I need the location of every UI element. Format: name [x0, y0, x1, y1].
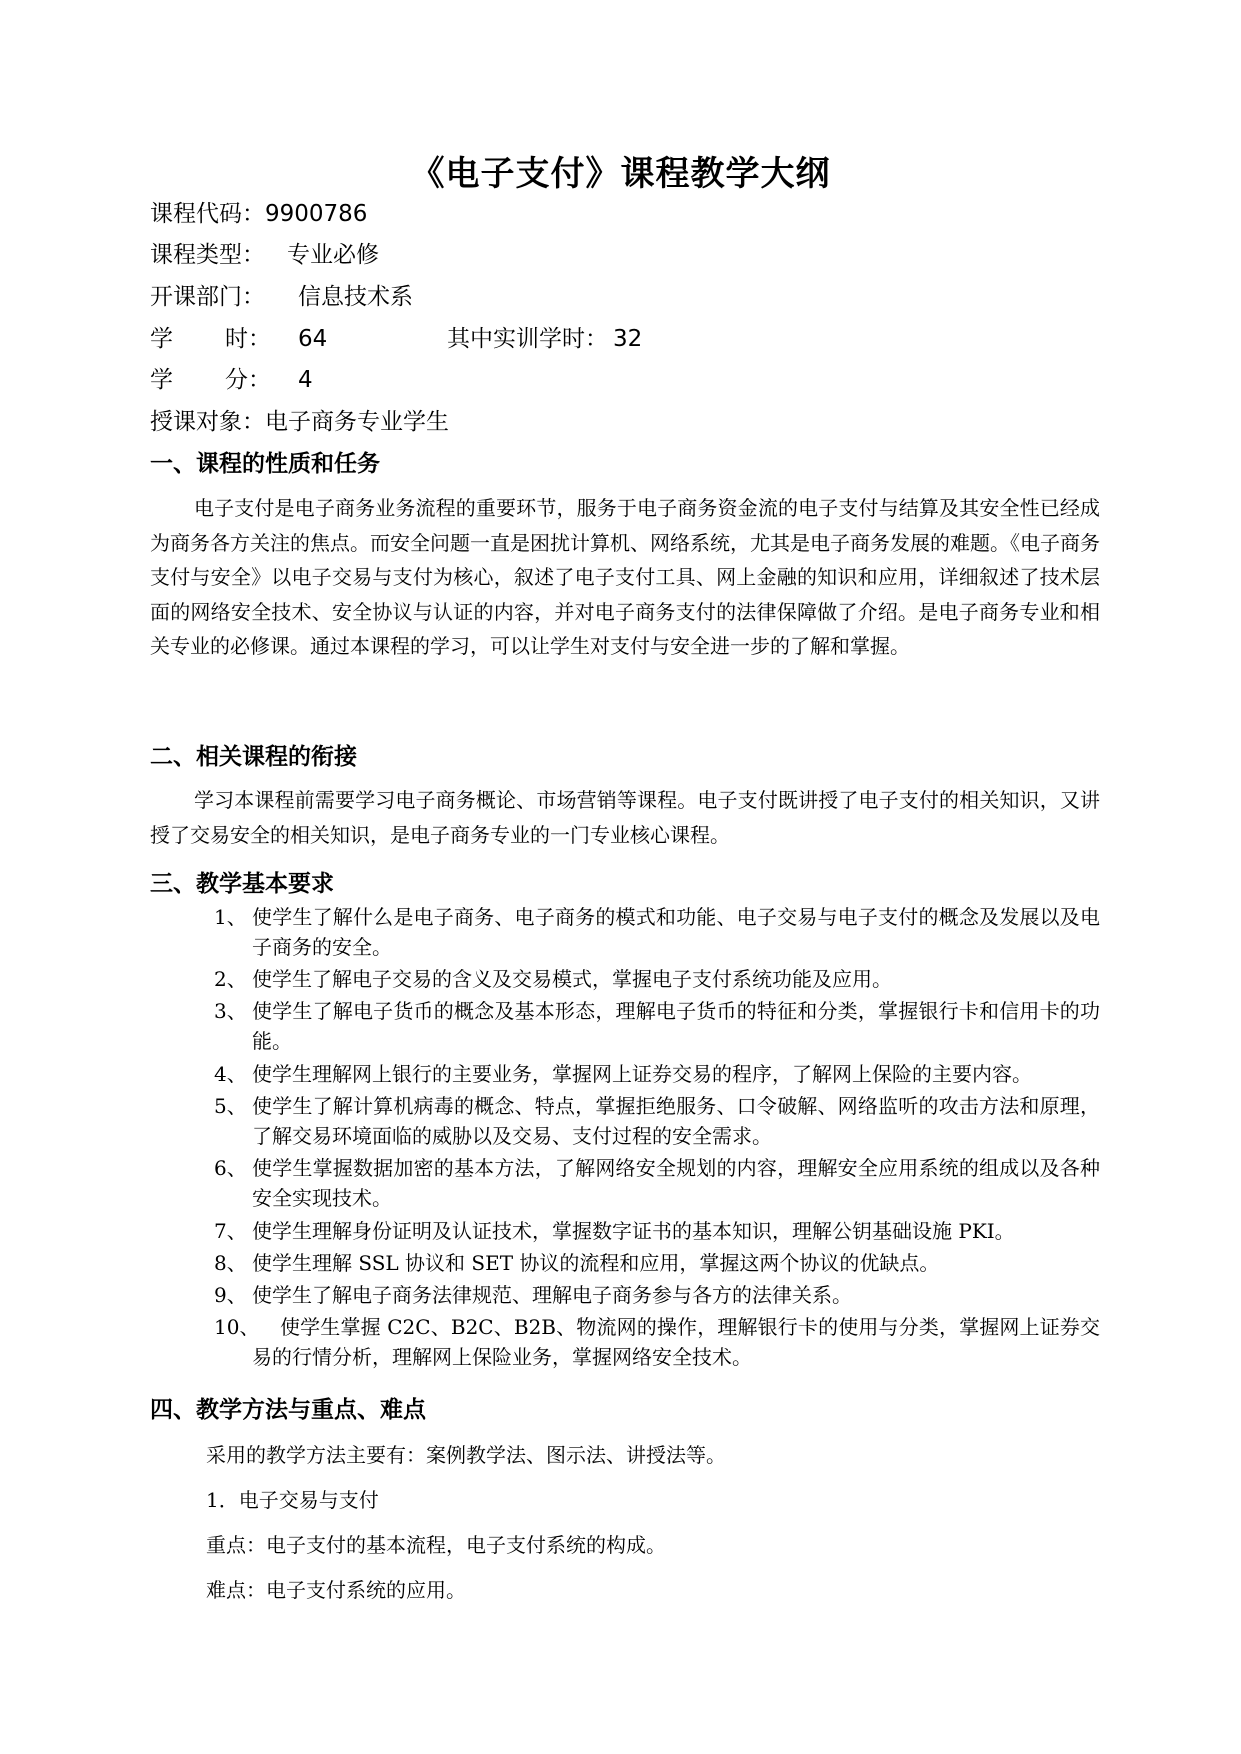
- course-credits-label-b: 分：: [225, 367, 271, 393]
- course-practice-label: 其中实训学时：: [447, 326, 608, 352]
- list-item-number: 1、: [214, 905, 247, 929]
- list-item-number: 5、: [214, 1094, 247, 1118]
- list-item: [214, 1248, 1100, 1280]
- course-dept-value: 信息技术系: [298, 284, 413, 310]
- list-item-number: 9、: [214, 1283, 247, 1307]
- list-item-number: 2、: [214, 967, 247, 991]
- key-points-text: 重点：电子支付的基本流程，电子支付系统的构成。: [206, 1533, 666, 1557]
- list-item-text: 使学生了解电子交易的含义及交易模式，掌握电子支付系统功能及应用。: [252, 967, 892, 991]
- list-item-text: 使学生理解网上银行的主要业务，掌握网上证券交易的程序，了解网上保险的主要内容。: [252, 1062, 1032, 1086]
- course-hours-label-b: 时：: [225, 326, 271, 352]
- course-audience-value: 电子商务专业学生: [265, 409, 449, 435]
- course-type-value: 专业必修: [287, 242, 379, 268]
- course-audience-row: [150, 407, 449, 437]
- section-body-related: 学习本课程前需要学习电子商务概论、市场营销等课程。电子支付既讲授了电子支付的相关知识，又讲授了交易安全的相关知识，是电子商务专业的一门专业核心课程。: [150, 788, 1100, 847]
- course-type-label: 课程类型：: [150, 242, 265, 268]
- list-item: [214, 1091, 1100, 1153]
- list-item: [214, 1153, 1100, 1215]
- course-dept-row: [150, 282, 413, 312]
- section-heading-nature: 一、课程的性质和任务: [150, 451, 380, 477]
- list-item-number: 8、: [214, 1251, 247, 1275]
- course-code-label: 课程代码：: [150, 201, 265, 227]
- course-credits-label-a: 学: [150, 367, 173, 393]
- list-item-text: 使学生理解 SSL 协议和 SET 协议的流程和应用，掌握这两个协议的优缺点。: [252, 1251, 940, 1275]
- difficulties-text: 难点：电子支付系统的应用。: [206, 1578, 466, 1602]
- list-item-number: 6、: [214, 1156, 247, 1180]
- course-dept-label: 开课部门：: [150, 284, 265, 310]
- list-item: [214, 1312, 1100, 1374]
- course-practice-value: 32: [613, 326, 643, 352]
- course-code-row: [150, 199, 367, 229]
- list-item: [214, 1059, 1100, 1091]
- section-heading-related: 二、相关课程的衔接: [150, 744, 357, 770]
- list-item-number: 10、: [214, 1315, 260, 1339]
- section-body-nature: 电子支付是电子商务业务流程的重要环节，服务于电子商务资金流的电子支付与结算及其安全性已经成为商务各方关注的焦点。而安全问题一直是困扰计算机、网络系统，尤其是电子商务发展的难题。《电子商务支付与安全》以电子交易与支付为核心，叙述了电子支付工具、网上金融的知识和应用，详细叙述了技术层面的网络安全技术、安全协议与认证的内容，并对电子商务支付的法律保障做了介绍。是电子商务专业和相关专业的必修课。通过本课程的学习，可以让学生对支付与安全进一步的了解和掌握。: [150, 496, 1100, 658]
- course-credits-value: 4: [298, 367, 313, 393]
- list-item-text: 使学生了解什么是电子商务、电子商务的模式和功能、电子交易与电子支付的概念及发展以及电子商务的安全。: [252, 905, 1100, 959]
- course-audience-label: 授课对象：: [150, 409, 265, 435]
- section-heading-methods: 四、教学方法与重点、难点: [150, 1397, 426, 1423]
- list-item-text: 使学生了解电子货币的概念及基本形态，理解电子货币的特征和分类，掌握银行卡和信用卡的功能。: [252, 999, 1100, 1053]
- list-item-text: 使学生掌握 C2C、B2C、B2B、物流网的操作，理解银行卡的使用与分类，掌握网上证券交易的行情分析，理解网上保险业务，掌握网络安全技术。: [252, 1315, 1100, 1369]
- list-item-number: 3、: [214, 999, 247, 1023]
- list-item-number: 7、: [214, 1219, 247, 1243]
- list-item: [214, 1280, 1100, 1312]
- list-item: [214, 996, 1100, 1058]
- section-heading-requirements: 三、教学基本要求: [150, 871, 334, 897]
- list-item-text: 使学生理解身份证明及认证技术，掌握数字证书的基本知识，理解公钥基础设施 PKI。: [252, 1219, 1015, 1243]
- course-hours-value: 64: [298, 326, 328, 352]
- list-item: [214, 964, 1100, 996]
- list-item: [214, 1216, 1100, 1248]
- list-item: [214, 902, 1100, 964]
- document-title: 《电子支付》课程教学大纲: [410, 154, 831, 194]
- course-code-value: 9900786: [265, 201, 368, 227]
- course-hours-label-a: 学: [150, 326, 173, 352]
- list-item-number: 4、: [214, 1062, 247, 1086]
- course-type-row: [150, 240, 379, 270]
- teaching-methods-text: 采用的教学方法主要有：案例教学法、图示法、讲授法等。: [206, 1443, 726, 1467]
- list-item-text: 使学生了解计算机病毒的概念、特点，掌握拒绝服务、口令破解、网络监听的攻击方法和原理，了解交易环境面临的威胁以及交易、支付过程的安全需求。: [252, 1094, 1100, 1148]
- list-item-text: 使学生了解电子商务法律规范、理解电子商务参与各方的法律关系。: [252, 1283, 852, 1307]
- list-item-text: 使学生掌握数据加密的基本方法，了解网络安全规划的内容，理解安全应用系统的组成以及各种安全实现技术。: [252, 1156, 1100, 1210]
- topic-heading: 1．电子交易与支付: [206, 1488, 379, 1512]
